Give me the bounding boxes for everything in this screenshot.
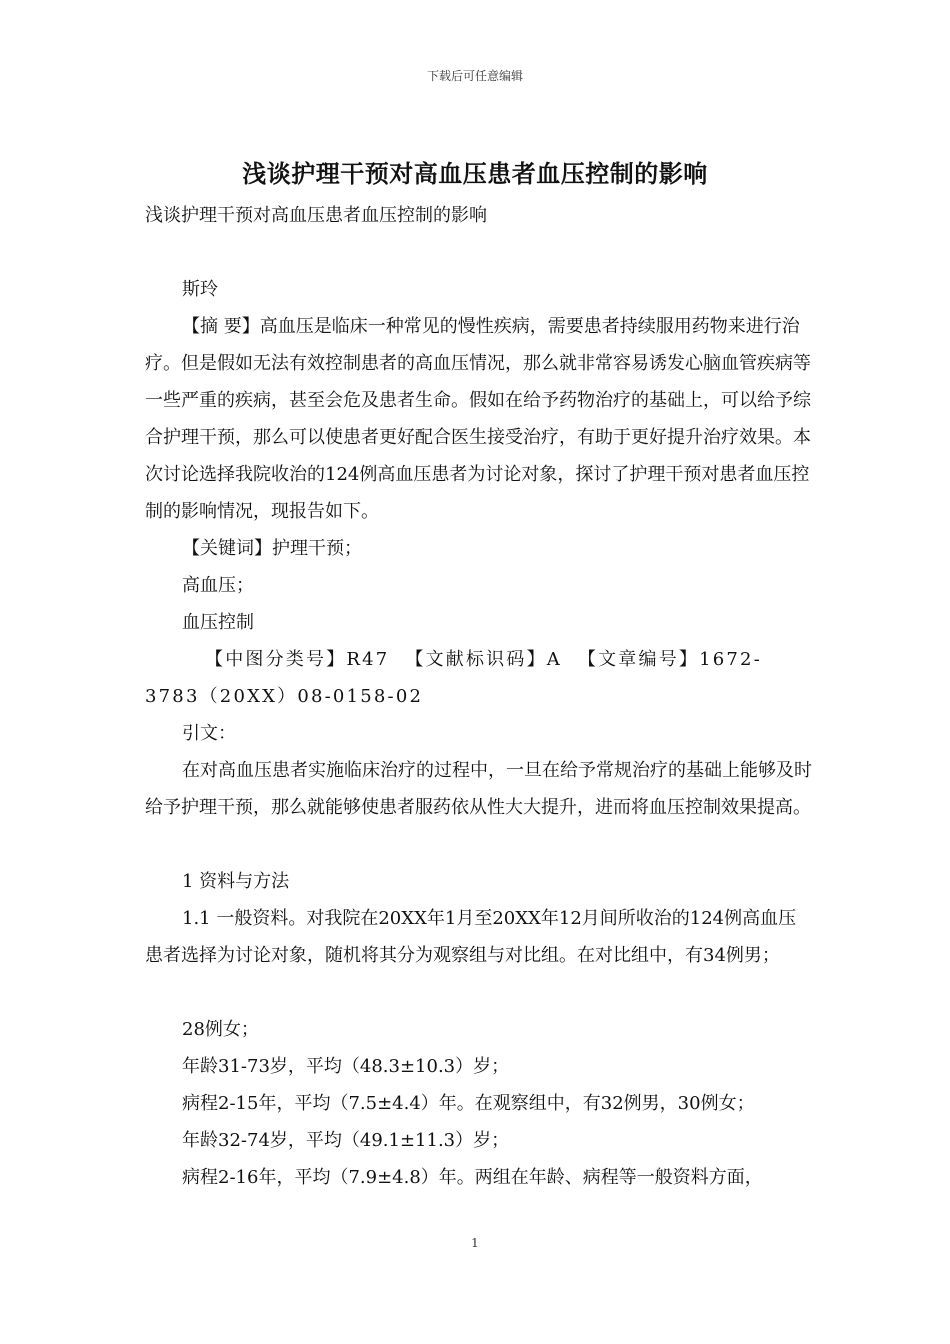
keywords-line-2: 高血压；: [182, 575, 254, 596]
page-number: 1: [471, 1236, 479, 1250]
header-note: 下载后可任意编辑: [426, 69, 523, 83]
subtitle: 浅谈护理干预对高血压患者血压控制的影响: [145, 205, 487, 226]
keywords-line-1: 【关键词】护理干预；: [182, 538, 362, 559]
author: 斯玲: [182, 279, 218, 300]
line-course-1: 病程2-15年，平均（7.5±4.4）年。在观察组中，有32例男，30例女；: [182, 1093, 755, 1114]
line-age-1: 年龄31-73岁，平均（48.3±10.3）岁；: [182, 1056, 510, 1077]
line-female: 28例女；: [182, 1019, 259, 1040]
line-course-2: 病程2-16年，平均（7.9±4.8）年。两组在年龄、病程等一般资料方面，: [182, 1167, 763, 1188]
section-1-1-paragraph: 1.1 一般资料。对我院在20XX年1月至20XX年12月间所收治的124例高血压患者选择为讨论对象，随机将其分为观察组与对比组。在对比组中，有34例男；: [145, 908, 797, 966]
abstract-paragraph: 【摘 要】高血压是临床一种常见的慢性疾病，需要患者持续服用药物来进行治疗。但是假如无法有效控制患者的高血压情况，那么就非常容易诱发心脑血管疾病等一些严重的疾病，甚至会危及患者生命。假如在给予药物治疗的基础上，可以给予综合护理干预，那么可以使患者更好配合医生接受治疗，有助于更好提升治疗效果。本次讨论选择我院收治的124例高血压患者为讨论对象，探讨了护理干预对患者血压控制的影响情况，现报告如下。: [145, 316, 811, 522]
line-age-2: 年龄32-74岁，平均（49.1±11.3）岁；: [182, 1130, 510, 1151]
keywords-line-3: 血压控制: [182, 612, 254, 633]
section-heading-1: 1 资料与方法: [182, 871, 290, 892]
intro-label: 引文：: [182, 723, 236, 744]
page-title: 浅谈护理干预对高血压患者血压控制的影响: [242, 159, 708, 188]
intro-paragraph: 在对高血压患者实施临床治疗的过程中，一旦在给予常规治疗的基础上能够及时给予护理干预，那么就能够使患者服药依从性大大提升，进而将血压控制效果提高。: [145, 760, 812, 818]
classification-line: 【中图分类号】R47 【文献标识码】A 【文章编号】1672-3783（20XX）08-0158-02: [145, 649, 762, 707]
